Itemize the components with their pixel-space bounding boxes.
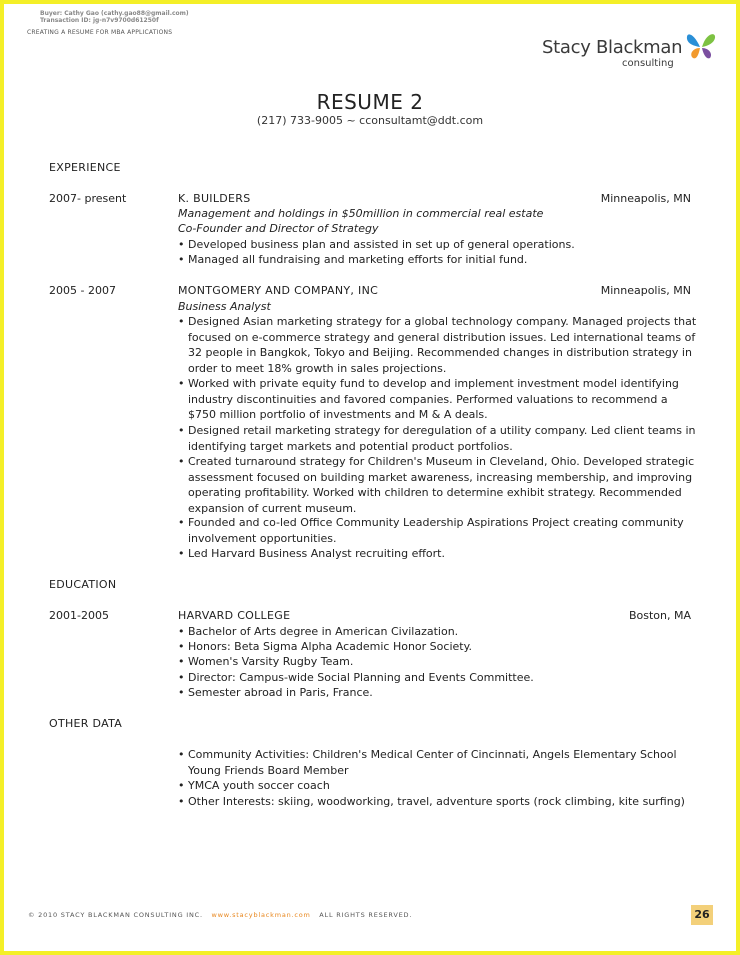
job-description: Management and holdings in $50million in commercial real estate xyxy=(178,207,544,220)
list-item-text: Developed business plan and assisted in set up of general operations. xyxy=(188,238,575,251)
resume-title: RESUME 2 xyxy=(316,90,424,114)
buyer-watermark xyxy=(40,10,189,24)
list-item xyxy=(178,794,698,810)
list-item xyxy=(178,515,698,546)
list-item-text: Created turnaround strategy for Children's Museum in Cleveland, Ohio. Developed strategic assessment focused on building market awareness, increasing membership, and improving operating profitability. Worked with children to determine exhibit strategy. Recommended expansion of current museum. xyxy=(188,455,695,515)
transaction-line: Transaction ID: jg-n7v9700d61250f xyxy=(40,17,159,24)
list-item-text: Led Harvard Business Analyst recruiting effort. xyxy=(188,547,445,560)
list-item xyxy=(178,670,698,686)
footer-copyright: © 2010 STACY BLACKMAN CONSULTING INC. xyxy=(28,911,203,919)
education-dates: 2001-2005 xyxy=(49,609,109,622)
bullet-glyph: • xyxy=(178,238,185,251)
page-number: 26 xyxy=(691,905,713,925)
list-item xyxy=(178,624,698,640)
job-title: Business Analyst xyxy=(178,300,271,313)
section-heading-education: EDUCATION xyxy=(49,578,117,591)
bullet-glyph: • xyxy=(178,377,185,390)
section-heading-other-data: OTHER DATA xyxy=(49,717,123,730)
bullet-glyph: • xyxy=(178,455,185,468)
list-item-text: Designed retail marketing strategy for deregulation of a utility company. Led client teams in identifying target markets and potential product portfolios. xyxy=(188,424,696,453)
list-item-text: Other Interests: skiing, woodworking, travel, adventure sports (rock climbing, kite surfing) xyxy=(188,795,685,808)
list-item xyxy=(178,639,698,655)
list-item xyxy=(178,314,698,376)
bullet-glyph: • xyxy=(178,779,185,792)
list-item-text: Honors: Beta Sigma Alpha Academic Honor Society. xyxy=(188,640,473,653)
stacy-blackman-logo xyxy=(534,31,719,76)
bullet-glyph: • xyxy=(178,253,185,266)
job-org: K. BUILDERS xyxy=(178,192,251,205)
bullet-glyph: • xyxy=(178,547,185,560)
bullet-glyph: • xyxy=(178,671,185,684)
butterfly-icon xyxy=(684,31,718,61)
list-item xyxy=(178,654,698,670)
bullet-glyph: • xyxy=(178,655,185,668)
list-item xyxy=(178,778,698,794)
bullet-glyph: • xyxy=(178,315,185,328)
list-item-text: Semester abroad in Paris, France. xyxy=(188,686,373,699)
list-item-text: Director: Campus-wide Social Planning and Events Committee. xyxy=(188,671,534,684)
job-location: Minneapolis, MN xyxy=(600,284,691,297)
list-item xyxy=(178,423,698,454)
list-item xyxy=(178,747,698,778)
list-item xyxy=(178,252,698,268)
bullet-glyph: • xyxy=(178,795,185,808)
footer xyxy=(28,911,412,919)
job-org: MONTGOMERY AND COMPANY, INC xyxy=(178,284,379,297)
job-dates: 2005 - 2007 xyxy=(49,284,116,297)
list-item xyxy=(178,237,698,253)
job-title: Co-Founder and Director of Strategy xyxy=(178,222,379,235)
list-item-text: Founded and co-led Office Community Leadership Aspirations Project creating community involvement opportunities. xyxy=(188,516,684,545)
resume-page xyxy=(4,4,736,951)
list-item-text: Community Activities: Children's Medical Center of Cincinnati, Angels Elementary School Young Friends Board Member xyxy=(188,748,677,777)
list-item-text: YMCA youth soccer coach xyxy=(188,779,330,792)
bullet-glyph: • xyxy=(178,625,185,638)
contact-line: (217) 733-9005 ~ cconsultamt@ddt.com xyxy=(256,114,484,127)
logo-name: Stacy Blackman xyxy=(542,37,683,58)
list-item xyxy=(178,454,698,516)
job-location: Minneapolis, MN xyxy=(600,192,691,205)
list-item xyxy=(178,685,698,701)
list-item-text: Bachelor of Arts degree in American Civilazation. xyxy=(188,625,459,638)
bullet-glyph: • xyxy=(178,424,185,437)
footer-url[interactable]: www.stacyblackman.com xyxy=(211,911,311,919)
list-item-text: Managed all fundraising and marketing efforts for initial fund. xyxy=(188,253,528,266)
bullet-glyph: • xyxy=(178,748,185,761)
list-item xyxy=(178,546,698,562)
bullet-glyph: • xyxy=(178,640,185,653)
bullet-glyph: • xyxy=(178,686,185,699)
education-org: HARVARD COLLEGE xyxy=(178,609,291,622)
buyer-line: Buyer: Cathy Gao (cathy.gao88@gmail.com) xyxy=(40,10,189,17)
bullet-glyph: • xyxy=(178,516,185,529)
running-header: CREATING A RESUME FOR MBA APPLICATIONS xyxy=(27,29,173,36)
education-location: Boston, MA xyxy=(628,609,691,622)
section-heading-experience: EXPERIENCE xyxy=(49,161,121,174)
list-item-text: Designed Asian marketing strategy for a global technology company. Managed projects that focused on e-commerce strategy and general distribution issues. Led international teams of 32 people in Bangkok, Tokyo and Beijing. Recommended changes in distribution strategy in order to meet 18% growth in sales projections. xyxy=(188,315,697,375)
list-item-text: Women's Varsity Rugby Team. xyxy=(188,655,354,668)
job-dates: 2007- present xyxy=(49,192,127,205)
list-item-text: Worked with private equity fund to develop and implement investment model identifying industry discontinuities and favored companies. Performed valuations to recommend a $750 million portfolio of investments and M & A deals. xyxy=(188,377,679,421)
footer-rights: ALL RIGHTS RESERVED. xyxy=(319,911,413,919)
logo-subtitle: consulting xyxy=(622,58,674,69)
list-item xyxy=(178,376,698,423)
